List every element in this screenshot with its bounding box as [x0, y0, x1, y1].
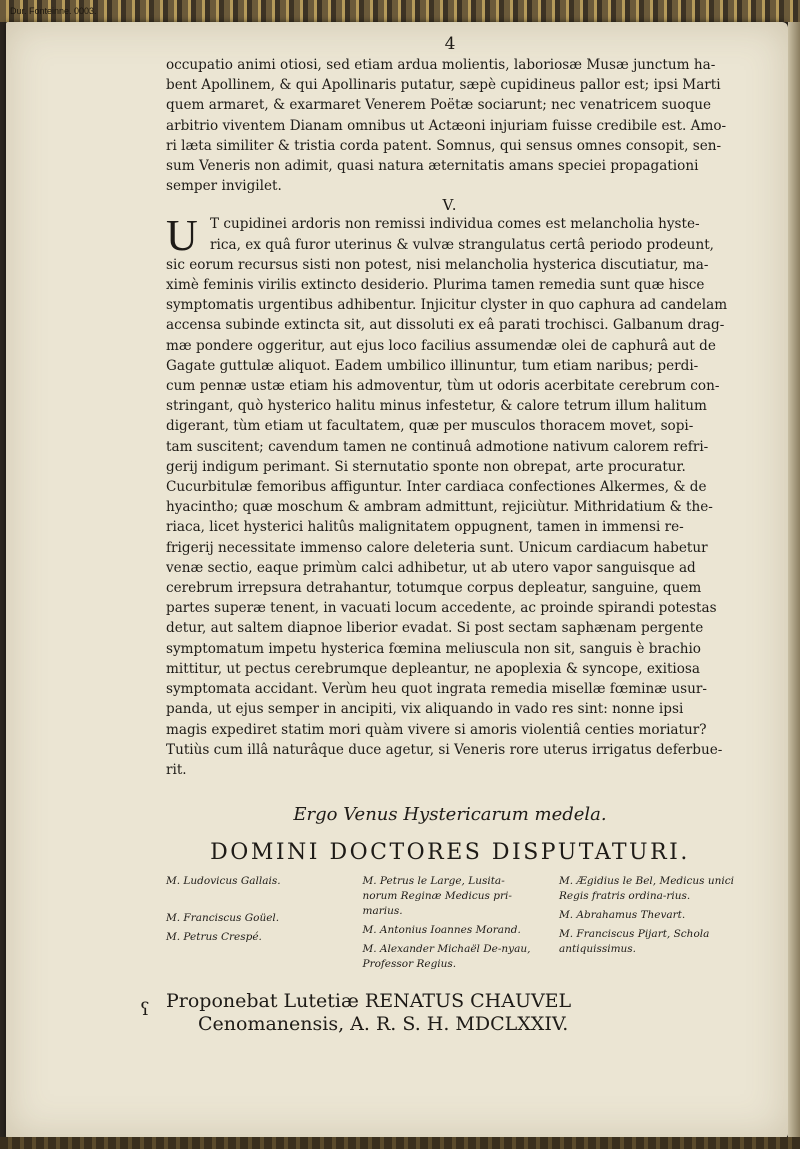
text-line: T cupidinei ardoris non remissi individua comes est melancholia hyste-: [210, 216, 700, 233]
text-line: semper invigilet.: [166, 178, 282, 195]
text-line: hyacintho; quæ moschum & ambram admittunt, rejiciùtur. Mithridatium & the-: [166, 499, 713, 516]
text-line: mæ pondere oggeritur, aut ejus loco facilius assumendæ olei de caphurâ aut de: [166, 337, 716, 354]
text-line: partes superæ tenent, in vacuati locum accedente, ac proinde spirandi potestas: [166, 600, 717, 617]
imprint-line-2: Cenomanensis, A. R. S. H. MDCLXXIV.: [198, 1013, 569, 1036]
doctor-name: M. Franciscus Pijart, Schola antiquissimus.: [559, 928, 710, 956]
drop-cap: U: [166, 211, 198, 261]
conclusion-thesis: Ergo Venus Hystericarum medela.: [293, 804, 607, 826]
text-line: digerant, tùm etiam ut facultatem, quæ per musculos thoracem movet, sopi-: [166, 418, 694, 435]
page-edge-right: [788, 22, 800, 1142]
text-line: panda, ut ejus semper in ancipiti, vix aliquando in vado res sint: nonne ipsi: [166, 701, 684, 718]
paragraph-intro: [166, 55, 734, 196]
doctor-name: M. Ægidius le Bel, Medicus unici Regis fratris ordina-rius.: [559, 875, 734, 903]
paragraph-main: [166, 211, 734, 780]
printer-mark: ʕ: [140, 999, 150, 1021]
book-edge-top: [0, 0, 800, 22]
imprint: [140, 990, 734, 1036]
doctor-name: M. Ludovicus Gallais.: [166, 875, 281, 888]
text-line: sic eorum recursus sisti non potest, nisi melancholia hysterica discutiatur, ma-: [166, 256, 709, 273]
text-line: magis expediret statim mori quàm vivere si amoris violentiâ centies moriatur?: [166, 721, 707, 738]
text-line: quem armaret, & exarmaret Venerem Poëtæ sociarunt; nec venatricem suoque: [166, 97, 712, 114]
text-line: sum Veneris non adimit, quasi natura æternitatis amans speciei propagationi: [166, 158, 699, 175]
section-number: V.: [442, 196, 458, 215]
doctor-name: M. Antonius Ioannes Morand.: [362, 924, 521, 937]
doctors-column-3: [559, 874, 734, 976]
text-line: cum pennæ ustæ etiam his admoventur, tùm ut odoris acerbitate cerebrum con-: [166, 378, 720, 395]
text-line: rit.: [166, 761, 187, 778]
text-line: Cucurbitulæ femoribus affiguntur. Inter cardiaca confectiones Alkermes, & de: [166, 479, 707, 496]
text-line: ximè feminis virilis extincto desiderio. Plurima tamen remedia sunt quæ hisce: [166, 277, 705, 294]
text-line: accensa subinde extincta sit, aut dissoluti ex eâ parati trochisci. Galbanum drag-: [166, 317, 725, 334]
text-line: stringant, quò hysterico halitu minus infestetur, & calore tetrum illum halitum: [166, 398, 707, 415]
text-line: occupatio animi otiosi, sed etiam ardua molientis, laboriosæ Musæ junctum ha-: [166, 57, 716, 73]
doctor-name: M. Abrahamus Thevart.: [559, 909, 686, 922]
text-line: venæ sectio, eaque primùm calci adhibetur, ut ab utero vapor sanguisque ad: [166, 559, 696, 576]
page-number: 4: [444, 34, 456, 54]
text-line: mittitur, ut pectus cerebrumque depleantur, ne apoplexia & syncope, exitiosa: [166, 660, 701, 677]
doctors-list: [166, 874, 734, 976]
doctors-column-1: [166, 874, 341, 976]
text-line: cerebrum irrepsura detrahantur, totumque corpus depleatur, sanguine, quem: [166, 580, 702, 597]
text-line: detur, aut saltem diapnoe liberior evadat. Si post sectam saphænam pergente: [166, 620, 704, 637]
text-line: frigerij necessitate immenso calore deleteria sunt. Unicum cardiacum habetur: [166, 539, 708, 556]
page-content: [140, 34, 734, 1036]
text-line: riaca, licet hysterici halitûs malignitatem oppugnent, tamen in immensi re-: [166, 519, 684, 536]
text-line: rica, ex quâ furor uterinus & vulvæ strangulatus certâ periodo prodeunt,: [210, 236, 714, 253]
text-line: Tutiùs cum illâ naturâque duce agetur, si Veneris rore uterus irrigatus deferbue-: [166, 741, 723, 758]
text-line: gerij indigum perimant. Si sternutatio sponte non obrepat, arte procuratur.: [166, 458, 686, 475]
doctor-name: M. Franciscus Goüel.: [166, 912, 280, 925]
doctor-name: M. Petrus Crespé.: [166, 931, 262, 944]
section-five: [166, 211, 734, 780]
doctors-column-2: [363, 874, 538, 976]
text-line: bent Apollinem, & qui Apollinaris putatur, sæpè cupidineus pallor est; ipsi Marti: [166, 77, 721, 94]
text-line: ri læta similiter & tristia corda patent. Somnus, qui sensus omnes consopit, sen-: [166, 137, 722, 154]
imprint-line-1: Proponebat Lutetiæ RENATUS CHAUVEL: [166, 990, 572, 1013]
text-line: symptomatum impetu hysterica fœmina meliuscula non sit, sanguis è brachio: [166, 640, 701, 657]
text-line: symptomatis urgentibus adhibentur. Injicitur clyster in quo caphura ad candelam: [166, 297, 728, 314]
text-line: arbitrio viventem Dianam omnibus ut Actæoni injuriam fuisse credibile est. Amo-: [166, 117, 727, 134]
book-edge-bottom: [0, 1137, 800, 1149]
text-line: Gagate guttulæ aliquot. Eadem umbilico illinuntur, tum etiam naribus; perdi-: [166, 357, 699, 374]
edge-label: Dur. Fonteinne. 0003.: [10, 6, 97, 16]
doctors-heading: DOMINI DOCTORES DISPUTATURI.: [210, 840, 690, 866]
doctor-name: M. Alexander Michaël De-nyau, Professor Regius.: [362, 943, 531, 971]
doctor-name: M. Petrus le Large, Lusita-norum Reginæ Medicus pri-marius.: [362, 875, 512, 918]
text-line: symptomata accidant. Verùm heu quot ingrata remedia misellæ fœminæ usur-: [166, 681, 707, 698]
text-line: tam suscitent; cavendum tamen ne continuâ admotione nativum calorem refri-: [166, 438, 709, 455]
